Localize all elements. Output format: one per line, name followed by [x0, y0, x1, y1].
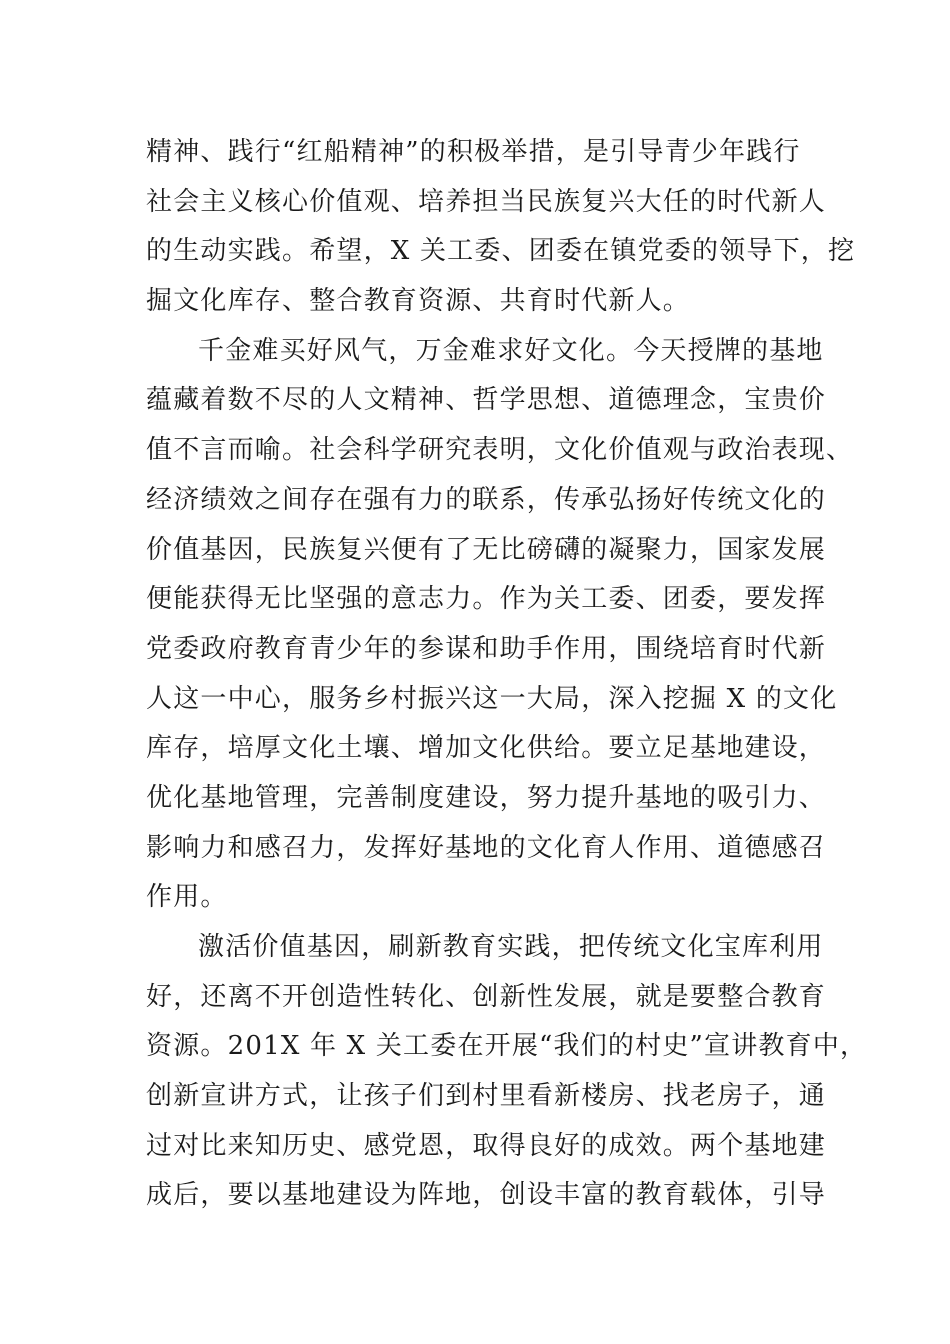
text-line: 好，还离不开创造性转化、创新性发展，就是要整合教育 [146, 981, 827, 1012]
text-line: 人这一中心，服务乡村振兴这一大局，深入挖掘 X 的文化 [146, 683, 838, 714]
text-line: 资源。201X 年 X 关工委在开展“我们的村史”宣讲教育中， [146, 1031, 868, 1062]
text-line: 掘文化库存、整合教育资源、共育时代新人。 [146, 286, 691, 317]
text-line: 优化基地管理，完善制度建设，努力提升基地的吸引力、 [146, 782, 827, 813]
text-line: 社会主义核心价值观、培养担当民族复兴大任的时代新人 [146, 186, 827, 217]
text-line: 千金难买好风气，万金难求好文化。今天授牌的基地 [198, 335, 824, 366]
document-body [146, 128, 868, 1221]
text-line: 激活价值基因，刷新教育实践，把传统文化宝库利用 [198, 932, 824, 962]
text-line: 值不言而喻。社会科学研究表明，文化价值观与政治表现、 [146, 435, 854, 466]
text-line: 精神、践行“红船精神”的积极举措，是引导青少年践行 [146, 137, 801, 167]
paragraph [146, 923, 868, 1221]
text-line: 影响力和感召力，发挥好基地的文化育人作用、道德感召 [146, 832, 827, 863]
text-line: 价值基因，民族复兴便有了无比磅礴的凝聚力，国家发展 [146, 534, 827, 565]
text-line: 成后，要以基地建设为阵地，创设丰富的教育载体，引导 [146, 1180, 827, 1211]
text-line: 经济绩效之间存在强有力的联系，传承弘扬好传统文化的 [146, 484, 827, 515]
text-line: 库存，培厚文化土壤、增加文化供给。要立足基地建设， [146, 733, 827, 764]
text-line: 过对比来知历史、感党恩，取得良好的成效。两个基地建 [146, 1130, 827, 1161]
text-line: 的生动实践。希望，X 关工委、团委在镇党委的领导下，挖 [146, 236, 856, 267]
paragraph [146, 327, 854, 923]
text-line: 创新宣讲方式，让孩子们到村里看新楼房、找老房子，通 [146, 1081, 827, 1112]
text-line: 党委政府教育青少年的参谋和助手作用，围绕培育时代新 [146, 633, 827, 664]
text-line: 蕴藏着数不尽的人文精神、哲学思想、道德理念，宝贵价 [146, 385, 827, 416]
paragraph [146, 128, 856, 327]
text-line: 便能获得无比坚强的意志力。作为关工委、团委，要发挥 [146, 584, 827, 615]
text-line: 作用。 [146, 882, 228, 913]
